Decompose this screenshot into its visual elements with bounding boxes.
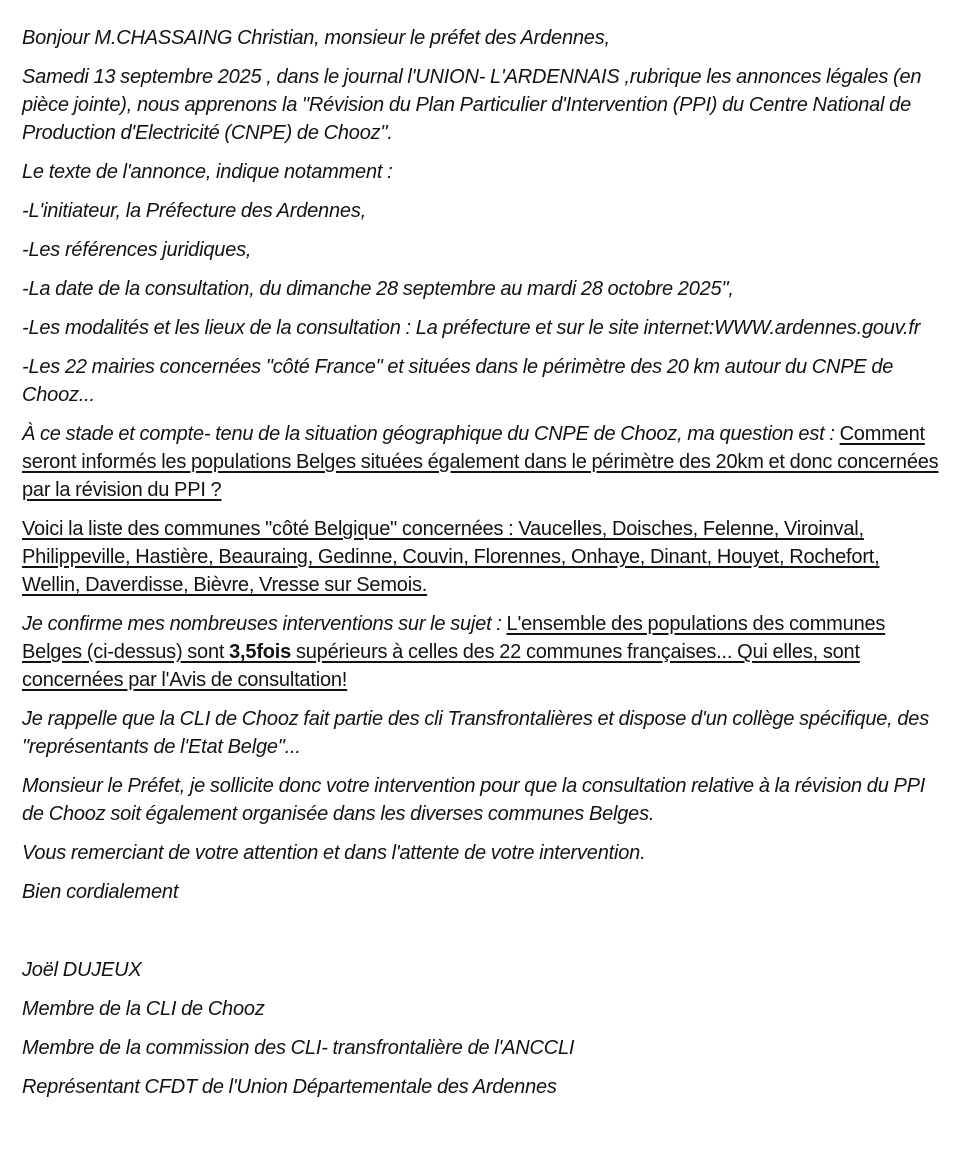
paragraph — [22, 772, 940, 828]
paragraph — [22, 1073, 940, 1101]
text-run: Bonjour M.CHASSAING Christian, monsieur le préfet des Ardennes, — [22, 27, 610, 49]
text-run: Représentant CFDT de l'Union Départementale des Ardennes — [22, 1076, 557, 1098]
text-run: supérieurs à celles des 22 communes françaises... Qui elles, sont concernées par l'Avis de consultation! — [22, 641, 860, 691]
paragraph — [22, 956, 940, 984]
paragraph — [22, 24, 940, 52]
text-run: Comment seront informés les populations Belges situées également dans le périmètre des 20km et donc concernées par la révision du PPI ? — [22, 423, 939, 501]
text-run: Vous remerciant de votre attention et dans l'attente de votre intervention. — [22, 842, 646, 864]
paragraph — [22, 515, 940, 599]
paragraph — [22, 63, 940, 147]
paragraph — [22, 995, 940, 1023]
paragraph-spacer — [22, 917, 940, 945]
paragraph — [22, 353, 940, 409]
paragraph — [22, 1034, 940, 1062]
text-run: Je confirme mes nombreuses interventions sur le sujet : — [22, 613, 507, 635]
text-run: -L'initiateur, la Préfecture des Ardennes, — [22, 200, 366, 222]
text-run: -Les 22 mairies concernées "côté France" et situées dans le périmètre des 20 km autour du CNPE de Chooz... — [22, 356, 894, 406]
text-run: Bien cordialement — [22, 881, 179, 903]
paragraph — [22, 878, 940, 906]
paragraph — [22, 275, 940, 303]
text-run: -Les références juridiques, — [22, 239, 252, 261]
text-run: L'ensemble des populations des communes Belges (ci-dessus) sont — [22, 613, 886, 663]
text-run: Samedi 13 septembre 2025 , dans le journal l'UNION- L'ARDENNAIS ,rubrique les annonces légales (en pièce jointe), nous apprenons la "Révision du Plan Particulier d'Intervention (PPI) du Centre National de Production d'Electricité (CNPE) de Chooz". — [22, 66, 922, 144]
text-run: Monsieur le Préfet, je sollicite donc votre intervention pour que la consultation relative à la révision du PPI de Chooz soit également organisée dans les diverses communes Belges. — [22, 775, 926, 825]
text-run: -Les modalités et les lieux de la consultation : La préfecture et sur le site internet:WWW.ardennes.gouv.fr — [22, 317, 921, 339]
text-run: -La date de la consultation, du dimanche 28 septembre au mardi 28 octobre 2025", — [22, 278, 734, 300]
text-run: 3,5fois — [229, 641, 292, 663]
paragraph — [22, 236, 940, 264]
paragraph — [22, 420, 940, 504]
letter-body — [22, 24, 940, 1101]
paragraph — [22, 158, 940, 186]
text-run: À ce stade et compte- tenu de la situation géographique du CNPE de Chooz, ma question est : — [22, 423, 840, 445]
paragraph — [22, 197, 940, 225]
text-run: Joël DUJEUX — [22, 959, 142, 981]
text-run: Voici la liste des communes "côté Belgique" concernées : Vaucelles, Doisches, Felenne, Viroinval, Philippeville, Hastière, Beauraing, Gedinne, Couvin, Florennes, Onhaye, Dinant, Houyet, Rochefort, Wellin, Daverdisse, Bièvre, Vresse sur Semois. — [22, 518, 880, 596]
text-run: Le texte de l'annonce, indique notamment : — [22, 161, 393, 183]
text-run: Membre de la CLI de Chooz — [22, 998, 265, 1020]
text-run: Membre de la commission des CLI- transfrontalière de l'ANCCLI — [22, 1037, 575, 1059]
text-run: Je rappelle que la CLI de Chooz fait partie des cli Transfrontalières et dispose d'un collège spécifique, des "représentants de l'Etat Belge"... — [22, 708, 930, 758]
paragraph — [22, 314, 940, 342]
paragraph — [22, 839, 940, 867]
paragraph — [22, 610, 940, 694]
paragraph — [22, 705, 940, 761]
